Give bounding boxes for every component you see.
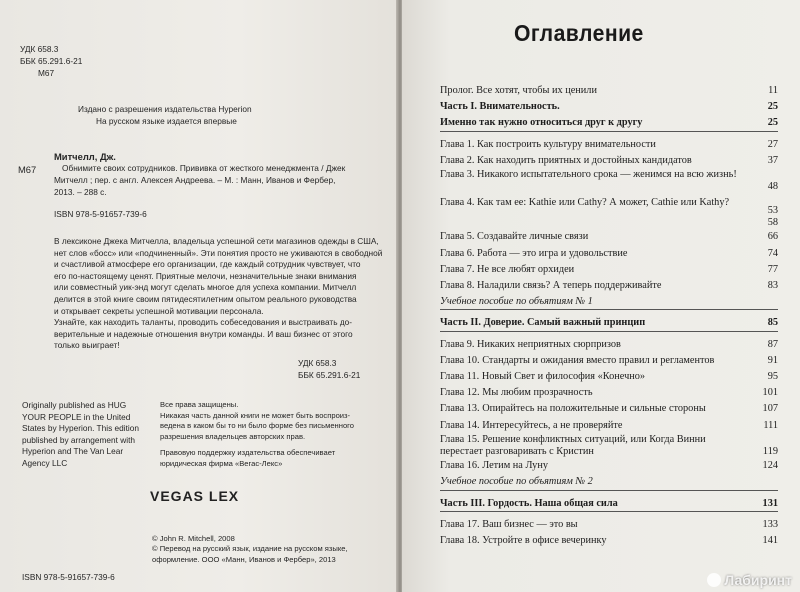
rights-line: ведена в каком бы то ни было форме без письменного xyxy=(160,421,354,431)
toc-entry-page: 66 xyxy=(767,231,778,243)
toc-row xyxy=(440,115,778,131)
annotation-line: только выиграет! xyxy=(54,340,120,351)
annotation-line: и счастливой атмосфере его организации, где каждый сотрудник чувствует, что xyxy=(54,259,361,270)
original-publication xyxy=(22,400,152,470)
toc-row xyxy=(440,369,778,385)
toc-row xyxy=(440,533,778,549)
watermark-text: Лабиринт xyxy=(724,572,792,588)
toc-entry-title: Глава 17. Ваш бизнес — это вы xyxy=(440,518,578,530)
bbk-bottom: ББК 65.291.6-21 xyxy=(298,370,361,380)
annotation-line: верительные и надежные отношения внутри команды. И ваш бизнес от этого xyxy=(54,328,353,339)
labirint-watermark xyxy=(707,572,792,588)
toc-entry-page: 141 xyxy=(762,534,778,546)
toc-row xyxy=(440,278,778,294)
toc-row xyxy=(440,262,778,278)
toc-entry-page: 53 xyxy=(767,205,778,217)
udk-top: УДК 658.3 xyxy=(20,44,59,54)
toc-row xyxy=(440,385,778,401)
left-page xyxy=(0,0,398,592)
toc-entry-page: 87 xyxy=(767,338,778,350)
toc-entry-page: 91 xyxy=(767,354,778,366)
udk-bottom: УДК 658.3 xyxy=(298,358,337,368)
annotation-line: его по-настоящему ценят. Приятные мелочи, незначительные знаки внимания xyxy=(54,270,357,281)
toc-entry-title: Часть III. Гордость. Наша общая сила xyxy=(440,497,618,509)
annotation-line: и открывает секреты успешной мотивации персонала. xyxy=(54,305,264,316)
toc-row xyxy=(440,246,778,262)
toc-entry-title: Глава 6. Работа — это игра и удовольствие xyxy=(440,247,628,259)
toc-entry-page: 25 xyxy=(767,101,778,113)
toc-entry-page: 25 xyxy=(767,117,778,129)
publisher-note-2: На русском языке издается впервые xyxy=(96,116,237,126)
toc-entry-title: Глава 3. Никакого испытательного срока — женимся на всю жизнь! xyxy=(440,168,737,180)
original-line: published by arrangement with xyxy=(22,434,135,445)
toc-divider xyxy=(440,131,778,132)
toc-entry-page: 119 xyxy=(762,445,778,457)
toc-entry-page: 58 xyxy=(767,217,778,229)
toc-divider xyxy=(440,309,778,310)
toc-entry-page: 74 xyxy=(767,247,778,259)
annotation-line: или совместный уик-энд могут сделать многое для успеха компании. Митчелл xyxy=(54,282,357,293)
legal-line: Правовую поддержку издательства обеспечивает xyxy=(160,448,336,457)
annotation-line: нет слов «босс» или «подчиненный». Эти понятия просто не уживаются в свободной xyxy=(54,247,383,258)
toc-divider xyxy=(440,490,778,491)
original-line: Hyperion and The Van Lear xyxy=(22,446,124,457)
original-line: YOUR PEOPLE in the United xyxy=(22,411,131,422)
toc-entry-page: 27 xyxy=(767,138,778,150)
toc-row xyxy=(440,517,778,533)
annotation xyxy=(54,236,392,352)
author-code: М67 xyxy=(18,164,37,175)
annotation-line: делится в этой книге своим пятидесятилетним опытом реального руководства xyxy=(54,293,357,304)
rights-line: Никакая часть данной книги не может быть воспроиз- xyxy=(160,410,351,420)
toc-row xyxy=(440,337,778,353)
original-line: States by Hyperion. This edition xyxy=(22,423,139,434)
toc-entry-title: Глава 8. Наладили связь? А теперь поддерживайте xyxy=(440,280,662,291)
toc-entry-title: Глава 9. Никаких неприятных сюрпризов xyxy=(440,338,621,350)
rights-line: Все права защищены. xyxy=(160,400,239,409)
toc-title: Оглавление xyxy=(514,20,644,46)
toc-row xyxy=(440,193,778,229)
toc-entry-page: 124 xyxy=(762,460,778,472)
toc-row xyxy=(440,229,778,245)
toc-entry-title: Глава 14. Интересуйтесь, а не проверяйте xyxy=(440,419,623,431)
toc-row xyxy=(440,137,778,153)
toc-entry-page: 83 xyxy=(767,280,778,291)
toc-row xyxy=(440,99,778,115)
bib-line-2: Митчелл ; пер. с англ. Алексея Андреева. – М. : Манн, Иванов и Фербер, xyxy=(54,175,336,185)
toc-entry-title: Часть I. Внимательность. xyxy=(440,101,560,113)
toc-entry-page: 95 xyxy=(767,370,778,382)
toc-entry-page: 85 xyxy=(767,317,778,329)
copyright-line: оформление. ООО «Манн, Иванов и Фербер», 2013 xyxy=(152,554,336,564)
toc-entry-title: Глава 11. Новый Свет и философия «Конечно» xyxy=(440,370,646,382)
toc-entry-page: 111 xyxy=(763,419,778,431)
annotation-line: Узнайте, как находить таланты, проводить собеседования и выстраивать до- xyxy=(54,317,353,328)
toc-entry-title: Глава 18. Устройте в офисе вечеринку xyxy=(440,534,607,546)
code-top: М67 xyxy=(38,68,55,78)
toc-entry-title: Часть II. Доверие. Самый важный принцип xyxy=(440,317,646,329)
isbn-2: ISBN 978-5-91657-739-6 xyxy=(22,572,115,582)
toc-entry-page: 107 xyxy=(762,403,778,415)
copyright xyxy=(152,534,392,565)
bib-line-1: Обнимите своих сотрудников. Прививка от жесткого менеджмента / Джек xyxy=(62,163,346,173)
annotation-line: В лексиконе Джека Митчелла, владельца успешной сети магазинов одежды в США, xyxy=(54,236,379,246)
toc-row xyxy=(440,401,778,417)
copyright-line: © Перевод на русский язык, издание на русском языке, xyxy=(152,544,348,554)
toc-entry-page: 77 xyxy=(767,263,778,275)
toc-entry-title: Глава 15. Решение конфликтных ситуаций, или Когда Винни перестает разговаривать с Кристин xyxy=(440,433,706,458)
toc-divider xyxy=(440,511,778,512)
toc-entry-title: Учебное пособие по объятиям № 2 xyxy=(440,476,593,488)
labirint-logo-icon xyxy=(707,573,721,587)
toc-entry-title: Глава 4. Как там ее: Kathie или Cathy? А может, Cathie или Kathy? xyxy=(440,197,730,209)
toc-entry-title: Глава 16. Летим на Луну xyxy=(440,460,548,472)
bbk-top: ББК 65.291.6-21 xyxy=(20,56,83,66)
legal-support xyxy=(160,448,390,469)
toc-row xyxy=(440,153,778,169)
rights-notice xyxy=(160,400,390,442)
toc-entry-page: 11 xyxy=(768,85,778,96)
toc-entry-title: Глава 5. Создавайте личные связи xyxy=(440,231,589,243)
toc-row xyxy=(440,169,778,194)
rights-line: разрешения владельцев авторских прав. xyxy=(160,431,306,441)
toc-entry-title: Глава 12. Мы любим прозрачность xyxy=(440,387,593,399)
toc-entry-page: 48 xyxy=(767,180,778,192)
toc-entry-title: Глава 13. Опирайтесь на положительные и сильные стороны xyxy=(440,403,706,415)
toc-row xyxy=(440,418,778,434)
toc-row xyxy=(440,474,778,490)
original-line: Originally published as HUG xyxy=(22,400,127,410)
toc-row xyxy=(440,83,778,99)
right-page xyxy=(402,0,800,592)
toc-entry-page: 101 xyxy=(762,387,778,399)
bib-line-3: 2013. – 288 с. xyxy=(54,187,107,197)
toc-entry-title: Учебное пособие по объятиям № 1 xyxy=(440,296,593,308)
isbn-1: ISBN 978-5-91657-739-6 xyxy=(54,209,147,219)
toc-entry-title: Глава 1. Как построить культуру внимательности xyxy=(440,138,656,150)
toc-row xyxy=(440,294,778,310)
vegas-lex-logo: VEGAS LEX xyxy=(150,488,240,504)
toc-row xyxy=(440,458,778,474)
toc-entry-page: 133 xyxy=(762,518,778,530)
publisher-note-1: Издано с разрешения издательства Hyperion xyxy=(78,104,252,114)
toc-entry-title: Глава 7. Не все любят орхидеи xyxy=(440,263,575,275)
toc-row xyxy=(440,496,778,512)
toc-entry-page: 37 xyxy=(767,154,778,166)
toc-entry-title: Пролог. Все хотят, чтобы их ценили xyxy=(440,85,597,96)
table-of-contents xyxy=(440,83,778,549)
original-line: Agency LLC xyxy=(22,457,68,468)
toc-entry-title: Глава 2. Как находить приятных и достойных кандидатов xyxy=(440,154,692,166)
toc-row xyxy=(440,434,778,459)
author: Митчелл, Дж. xyxy=(54,151,116,162)
copyright-line: © John R. Mitchell, 2008 xyxy=(152,534,235,543)
legal-line: юридическая фирма «Вегас-Лекс» xyxy=(160,458,283,468)
toc-entry-title: Глава 10. Стандарты и ожидания вместо правил и регламентов xyxy=(440,354,715,366)
toc-divider xyxy=(440,331,778,332)
toc-entry-title: Именно так нужно относиться друг к другу xyxy=(440,117,643,129)
toc-row xyxy=(440,315,778,331)
toc-entry-page: 131 xyxy=(762,497,778,509)
toc-row xyxy=(440,353,778,369)
